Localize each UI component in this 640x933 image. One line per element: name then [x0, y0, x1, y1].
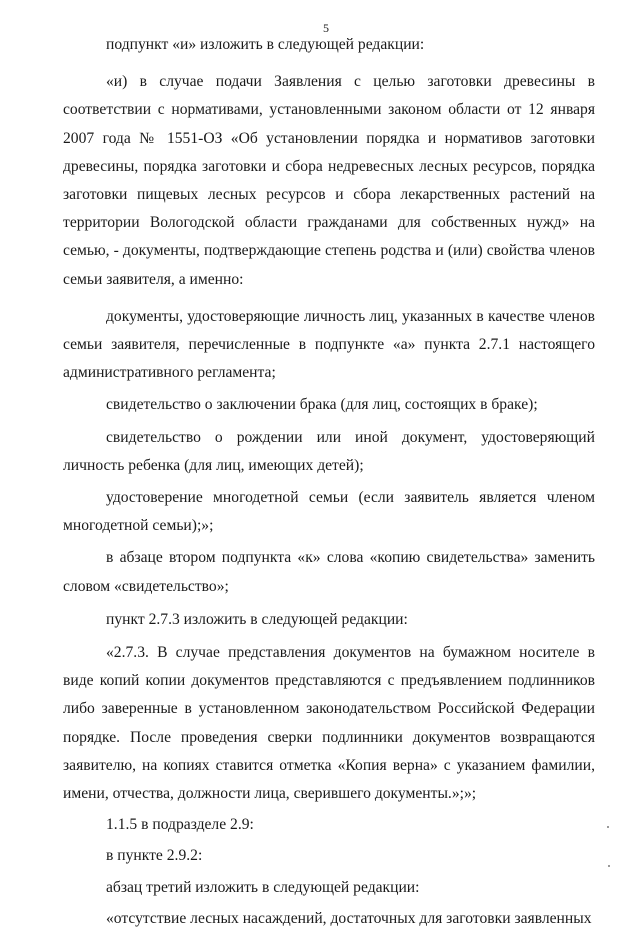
scan-mark: [607, 826, 609, 828]
paragraph-subitem-i-intro: подпункт «и» изложить в следующей редакции:: [106, 36, 425, 53]
page-number: 5: [323, 21, 329, 35]
paragraph-item-2-7-3-intro: пункт 2.7.3 изложить в следующей редакции:: [106, 610, 408, 628]
scan-mark: [608, 865, 610, 867]
document-body: [63, 30, 595, 933]
paragraph-forest-absence: «отсутствие лесных насаждений, достаточных для заготовки заявленных: [106, 909, 592, 927]
paragraph-item-2-9-2: в пункте 2.9.2:: [106, 847, 203, 865]
paragraph-subsection-2-9: 1.1.5 в подразделе 2.9:: [106, 816, 254, 834]
paragraph-subitem-k-change: в абзаце втором подпункта «к» слова «копию свидетельства» заменить словом «свидетельство»;: [63, 549, 595, 595]
paragraph-large-family-certificate: удостоверение многодетной семьи (если заявитель является членом многодетной семьи);»;: [63, 489, 595, 535]
paragraph-marriage-certificate: свидетельство о заключении брака (для лиц, состоящих в браке);: [106, 396, 538, 414]
paragraph-subitem-i-text: «и) в случае подачи Заявления с целью заготовки древесины в соответствии с нормативами, установленными законом области от 12 января 2007 года № 1551-ОЗ «Об установлении порядка и нормативов заготовки древесины, порядка заготовки и сбора недревесных лесных ресурсов, порядка заготовки пищевых лесных ресурсов и сбора лекарственных растений на территории Вологодской области гражданами для собственных нужд» на семью, - документы, подтверждающие степень родства и (или) свойства членов семьи заявителя, а именно:: [63, 73, 595, 288]
paragraph-birth-certificate: свидетельство о рождении или иной документ, удостоверяющий личность ребенка (для лиц, имеющих детей);: [63, 428, 595, 474]
paragraph-identity-documents: документы, удостоверяющие личность лиц, указанных в качестве членов семьи заявителя, перечисленные в подпункте «а» пункта 2.7.1 настоящего административного регламента;: [63, 307, 595, 382]
paragraph-item-2-7-3-text: «2.7.3. В случае представления документов на бумажном носителе в виде копий копии документов представляются с предъявлением подлинников либо заверенные в установленном законодательством Российской Федерации порядке. После проведения сверки подлинники документов возвращаются заявителю, на копиях ставится отметка «Копия верна» с указанием фамилии, имени, отчества, должности лица, сверившего документы.»;»;: [63, 644, 595, 803]
paragraph-third-clause: абзац третий изложить в следующей редакции:: [106, 878, 420, 896]
